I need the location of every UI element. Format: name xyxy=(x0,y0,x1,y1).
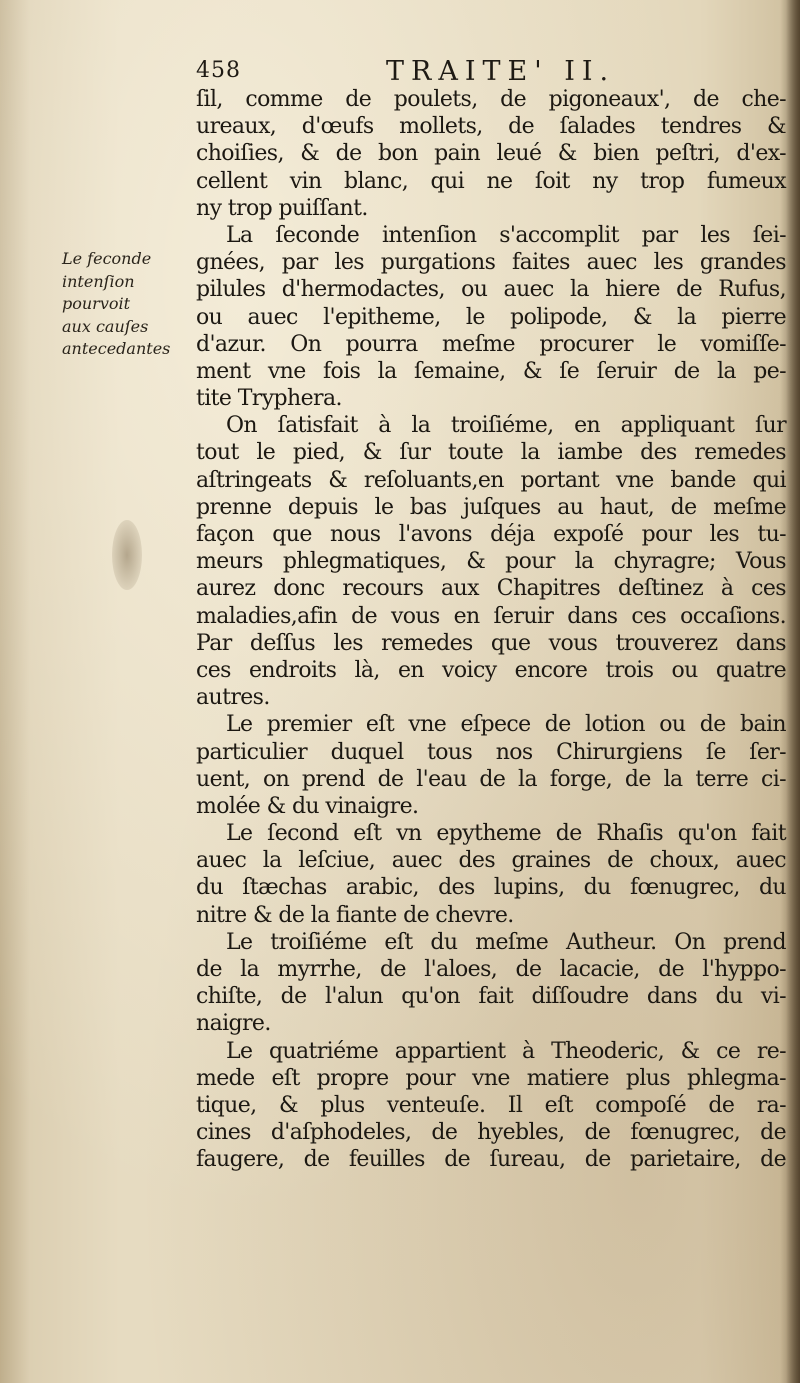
text-line: auec la leſciue, auec des graines de choux, auec xyxy=(196,848,786,874)
text-line: nitre & de la fiante de chevre. xyxy=(196,902,514,928)
text-line: de la myrrhe, de l'aloes, de lacacie, de l'hyppo- xyxy=(196,957,786,982)
text-line: Le premier eſt vne eſpece de lotion ou de bain xyxy=(226,712,786,738)
text-line: ment vne fois la ſemaine, & ſe ſeruir de la pe- xyxy=(196,358,786,384)
text-line: La ſeconde intenſion s'accomplit par les ſei- xyxy=(226,222,786,248)
text-line: tout le pied, & ſur toute la iambe des remedes xyxy=(196,440,786,466)
text-line: choiſies, & de bon pain leué & bien peſtri, d'ex- xyxy=(196,141,786,167)
text-line: naigre. xyxy=(196,1011,271,1037)
text-line: aurez donc recours aux Chapitres deſtinez à ces xyxy=(196,576,786,602)
text-line: mede eſt propre pour vne matiere plus phlegma- xyxy=(196,1065,786,1091)
text-line: faugere, de feuilles de ſureau, de parietaire, de xyxy=(196,1147,786,1173)
text-line: tite Tryphera. xyxy=(196,386,342,412)
text-line: gnées, par les purgations faites auec les grandes xyxy=(196,250,786,276)
text-line: ou auec l'epitheme, le polipode, & la pierre xyxy=(196,304,786,330)
text-line: tique, & plus venteuſe. Il eſt compoſé de ra- xyxy=(196,1092,786,1118)
margin-note xyxy=(62,248,192,361)
text-line: pilules d'hermodactes, ou auec la hiere de Rufus, xyxy=(196,277,786,303)
text-line: chiſte, de l'alun qu'on fait diſſoudre dans du vi- xyxy=(196,984,786,1010)
text-line: d'azur. On pourra meſme procurer le vomiſſe- xyxy=(196,331,786,357)
margin-note-line: antecedantes xyxy=(62,339,171,358)
text-line: On ſatisfait à la troiſiéme, en appliquant ſur xyxy=(226,413,786,439)
text-line: ureaux, d'œufs mollets, de ſalades tendres & xyxy=(196,114,786,140)
text-line: Le ſecond eſt vn epytheme de Rhaſis qu'on fait xyxy=(226,821,786,847)
text-line: façon que nous l'avons déja expoſé pour les tu- xyxy=(196,522,786,547)
margin-note-line: pourvoit xyxy=(62,294,131,313)
paper-stain xyxy=(112,520,142,590)
page-number: 458 xyxy=(196,58,241,83)
margin-note-line: aux cauſes xyxy=(62,316,149,336)
text-line: particulier duquel tous nos Chirurgiens ſe ſer- xyxy=(196,739,786,765)
text-line: uent, on prend de l'eau de la forge, de la terre ci- xyxy=(196,766,786,792)
text-line: Le troiſiéme eſt du meſme Autheur. On prend xyxy=(226,929,786,955)
text-line: du ſtæchas arabic, des lupins, du fœnugrec, du xyxy=(196,875,786,901)
text-line: ny trop puiſſant. xyxy=(196,195,368,221)
text-line: ſil, comme de poulets, de pigoneaux', de che- xyxy=(196,87,786,112)
text-line: prenne depuis le bas juſques au haut, de meſme xyxy=(196,494,786,520)
text-line: meurs phlegmatiques, & pour la chyragre; Vous xyxy=(196,549,786,575)
text-line: autres. xyxy=(196,685,270,711)
text-line: ces endroits là, en voicy encore trois ou quatre xyxy=(196,657,786,683)
text-line: Le quatriéme appartient à Theoderic, & ce re- xyxy=(226,1038,786,1064)
margin-note-line: intenſion xyxy=(62,271,135,291)
text-line: maladies,afin de vous en ſeruir dans ces occaſions. xyxy=(196,603,786,629)
text-line: molée & du vinaigre. xyxy=(196,793,419,819)
running-title: TRAITE' II. xyxy=(386,56,616,87)
text-line: cellent vin blanc, qui ne ſoit ny trop fumeux xyxy=(196,168,786,194)
page-edge-shadow xyxy=(786,0,800,1383)
text-line: aſtringeats & reſoluants,en portant vne bande qui xyxy=(196,467,786,493)
margin-note-line: Le feconde xyxy=(62,249,152,268)
page-header xyxy=(196,56,776,90)
body-text xyxy=(196,86,786,1174)
text-line: cines d'aſphodeles, de hyebles, de fœnugrec, de xyxy=(196,1120,786,1146)
text-line: Par deſſus les remedes que vous trouverez dans xyxy=(196,630,786,656)
